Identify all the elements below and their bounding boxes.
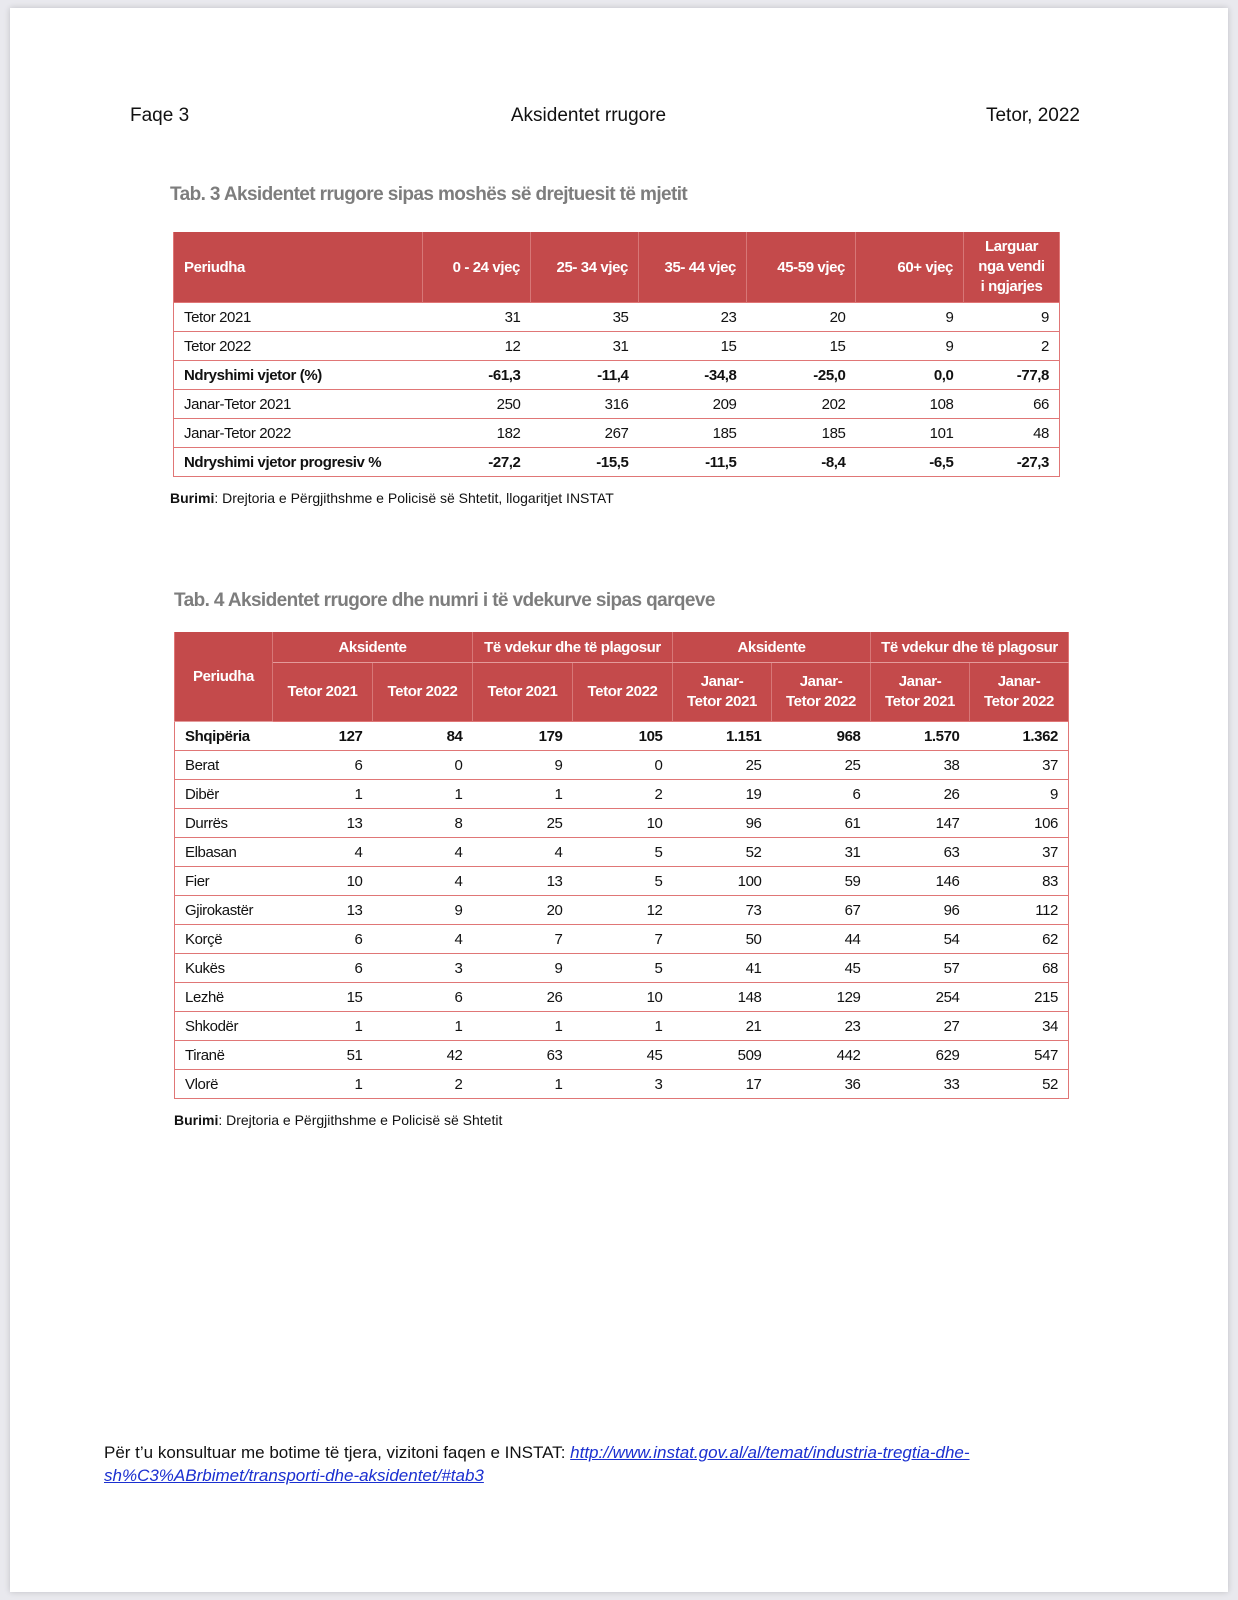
row-label: Janar-Tetor 2021 [174,390,423,419]
table-cell: -6,5 [856,448,964,477]
document-title: Aksidentet rrugore [510,105,667,126]
column-header-line: i ngjarjes [980,278,1043,295]
footer-text: Për t’u konsultuar me botime të tjera, vizitoni faqen e INSTAT [104,1443,561,1462]
source-label: Burimi [170,490,215,506]
table-cell: 12 [423,332,531,361]
table-cell: 3 [573,1070,673,1099]
column-header-line: Janar- [898,673,942,690]
table-cell: 41 [673,954,772,983]
table-cell: 7 [473,925,573,954]
table-cell: 1 [373,1012,473,1041]
table-cell: -34,8 [639,361,747,390]
table-cell: 68 [970,954,1069,983]
table-cell: 15 [273,983,373,1012]
column-header [373,663,473,722]
table-cell: 4 [373,925,473,954]
column-header: 0 - 24 vjeç [423,232,531,303]
table-cell: 25 [473,809,573,838]
row-label: Vlorë [175,1070,273,1099]
table-4-subheader-row [175,663,1069,722]
table-cell: 968 [772,722,871,751]
table-cell: 129 [772,983,871,1012]
table-cell: 6 [772,780,871,809]
table-cell: 2 [373,1070,473,1099]
table-cell: 1 [473,1012,573,1041]
table-cell: 547 [970,1041,1069,1070]
table-4-title: Tab. 4 Aksidentet rrugore dhe numri i të vdekurve sipas qarqeve [174,590,715,611]
table-cell: 147 [871,809,970,838]
column-header-line: Tetor 2022 [786,693,856,710]
table-cell: 6 [273,925,373,954]
table-cell: 52 [970,1070,1069,1099]
table-cell: 9 [964,303,1060,332]
row-label: Elbasan [175,838,273,867]
table-cell: -15,5 [531,448,639,477]
group-header: Të vdekur dhe të plagosur [871,632,1069,663]
table-cell: 9 [473,751,573,780]
table-cell: 96 [871,896,970,925]
table-cell: 25 [772,751,871,780]
table-cell: 146 [871,867,970,896]
table-3 [173,232,1060,477]
table-cell: 13 [273,896,373,925]
table-row [174,448,1060,477]
column-header-line: Janar- [997,673,1041,690]
table-cell: 185 [747,419,856,448]
table-cell: -61,3 [423,361,531,390]
column-header-line: Tetor 2021 [487,683,558,700]
table-cell: 34 [970,1012,1069,1041]
table-cell: 0,0 [856,361,964,390]
table-cell: 25 [673,751,772,780]
table-cell: 442 [772,1041,871,1070]
table-row [174,361,1060,390]
table-cell: 267 [531,419,639,448]
row-label: Tiranë [175,1041,273,1070]
table-cell: 185 [639,419,747,448]
table-cell: 26 [473,983,573,1012]
table-cell: 629 [871,1041,970,1070]
column-header [964,232,1060,303]
table-3-title: Tab. 3 Aksidentet rrugore sipas moshës së drejtuesit të mjetit [170,184,688,205]
table-cell: 0 [373,751,473,780]
table-cell: -8,4 [747,448,856,477]
table-cell: 23 [639,303,747,332]
table-cell: 108 [856,390,964,419]
source-text: : Drejtoria e Përgjithshme e Policisë së Shtetit [218,1112,503,1128]
table-cell: -27,2 [423,448,531,477]
column-header: Periudha [174,232,423,303]
table-cell: 12 [573,896,673,925]
table-cell: 31 [531,332,639,361]
table-cell: 202 [747,390,856,419]
table-cell: 20 [747,303,856,332]
table-cell: 127 [273,722,373,751]
table-row [175,1012,1069,1041]
table-cell: 13 [473,867,573,896]
table-cell: 9 [970,780,1069,809]
row-label: Dibër [175,780,273,809]
table-cell: 63 [871,838,970,867]
table-cell: 6 [273,954,373,983]
table-cell: 50 [673,925,772,954]
table-row [174,332,1060,361]
table-cell: 67 [772,896,871,925]
column-header-line: nga vendi [978,258,1045,275]
table-cell: 1 [273,1012,373,1041]
table-cell: 10 [573,809,673,838]
row-label: Shqipëria [175,722,273,751]
column-header-line: Larguar [984,238,1039,255]
table-cell: 509 [673,1041,772,1070]
group-header: Aksidente [673,632,871,663]
table-row [174,303,1060,332]
row-label: Korçë [175,925,273,954]
table-cell: 5 [573,954,673,983]
table-row [175,780,1069,809]
source-label: Burimi [174,1112,219,1128]
table-cell: -27,3 [964,448,1060,477]
table-row [175,809,1069,838]
table-cell: 10 [273,867,373,896]
column-header: 45-59 vjeç [747,232,856,303]
table-cell: 4 [373,838,473,867]
table-cell: 73 [673,896,772,925]
table-cell: 84 [373,722,473,751]
table-row [175,722,1069,751]
table-row [175,983,1069,1012]
table-cell: 4 [273,838,373,867]
table-cell: 3 [373,954,473,983]
table-row [174,390,1060,419]
table-cell: 6 [373,983,473,1012]
group-header: Aksidente [273,632,473,663]
column-header [772,663,871,722]
table-row [175,751,1069,780]
table-cell: 59 [772,867,871,896]
column-header: Periudha [175,632,273,722]
table-cell: 2 [964,332,1060,361]
table-cell: 61 [772,809,871,838]
row-label: Gjirokastër [175,896,273,925]
table-cell: 17 [673,1070,772,1099]
page-number: Faqe 3 [130,105,190,126]
row-label: Ndryshimi vjetor (%) [174,361,423,390]
table-cell: 83 [970,867,1069,896]
table-cell: 31 [772,838,871,867]
row-label: Kukës [175,954,273,983]
table-row [175,954,1069,983]
footer-colon: : [560,1443,571,1462]
table-cell: 9 [473,954,573,983]
table-cell: 1.570 [871,722,970,751]
table-cell: 9 [856,303,964,332]
table-cell: 5 [573,838,673,867]
table-cell: 63 [473,1041,573,1070]
table-cell: 44 [772,925,871,954]
row-label: Tetor 2021 [174,303,423,332]
table-cell: 37 [970,751,1069,780]
table-row [175,867,1069,896]
table-cell: 215 [970,983,1069,1012]
table-cell: 52 [673,838,772,867]
table-cell: 209 [639,390,747,419]
table-row [175,925,1069,954]
table-cell: 36 [772,1070,871,1099]
document-page [10,8,1228,1592]
table-cell: 13 [273,809,373,838]
column-header [473,663,573,722]
table-cell: 21 [673,1012,772,1041]
table-cell: 48 [964,419,1060,448]
table-cell: 5 [573,867,673,896]
table-cell: 27 [871,1012,970,1041]
table-cell: -25,0 [747,361,856,390]
table-cell: 20 [473,896,573,925]
table-cell: 9 [373,896,473,925]
table-cell: 45 [772,954,871,983]
table-row [175,838,1069,867]
source-text: : Drejtoria e Përgjithshme e Policisë së Shtetit, llogaritjet INSTAT [214,490,614,506]
table-3-header-row [174,232,1060,303]
column-header [970,663,1069,722]
table-cell: 7 [573,925,673,954]
row-label: Durrës [175,809,273,838]
table-cell: 100 [673,867,772,896]
table-row [174,419,1060,448]
instat-link[interactable]: http://www.instat.gov.al/al/temat/industria-tregtia-dhe-sh%C3%ABrbimet/transporti-dhe-aksidentet/#tab3 [104,1443,970,1485]
table-cell: 106 [970,809,1069,838]
table-cell: 254 [871,983,970,1012]
table-cell: 1.362 [970,722,1069,751]
table-cell: 112 [970,896,1069,925]
table-cell: -77,8 [964,361,1060,390]
footer-note [104,1441,1104,1487]
column-header: 25- 34 vjeç [531,232,639,303]
table-cell: 66 [964,390,1060,419]
table-cell: 148 [673,983,772,1012]
group-header: Të vdekur dhe të plagosur [473,632,673,663]
table-cell: 42 [373,1041,473,1070]
table-cell: 45 [573,1041,673,1070]
table-cell: 19 [673,780,772,809]
table-cell: 23 [772,1012,871,1041]
table-cell: 51 [273,1041,373,1070]
column-header-line: Tetor 2021 [287,683,358,700]
document-date: Tetor, 2022 [985,105,1080,126]
table-cell: 38 [871,751,970,780]
table-cell: 15 [747,332,856,361]
table-cell: 1 [273,780,373,809]
table-cell: 250 [423,390,531,419]
column-header [871,663,970,722]
table-cell: 316 [531,390,639,419]
row-label: Ndryshimi vjetor progresiv % [174,448,423,477]
table-cell: 10 [573,983,673,1012]
column-header-line: Tetor 2021 [687,693,757,710]
table-cell: 57 [871,954,970,983]
column-header [673,663,772,722]
column-header-line: Tetor 2022 [587,683,658,700]
table-cell: 101 [856,419,964,448]
column-header [273,663,373,722]
column-header: 35- 44 vjeç [639,232,747,303]
row-label: Tetor 2022 [174,332,423,361]
table-cell: 105 [573,722,673,751]
table-cell: 15 [639,332,747,361]
table-cell: 9 [856,332,964,361]
table-cell: -11,5 [639,448,747,477]
table-cell: 182 [423,419,531,448]
table-cell: 0 [573,751,673,780]
column-header-line: Janar- [700,673,744,690]
table-row [175,1070,1069,1099]
row-label: Janar-Tetor 2022 [174,419,423,448]
table-cell: 54 [871,925,970,954]
table-cell: 8 [373,809,473,838]
row-label: Fier [175,867,273,896]
table-cell: 26 [871,780,970,809]
table-cell: 1 [273,1070,373,1099]
table-cell: -11,4 [531,361,639,390]
table-4-source [174,1112,502,1128]
table-4-group-row [175,632,1069,663]
row-label: Berat [175,751,273,780]
table-cell: 1 [473,1070,573,1099]
table-3-source [170,490,614,506]
table-cell: 6 [273,751,373,780]
table-cell: 62 [970,925,1069,954]
row-label: Lezhë [175,983,273,1012]
column-header-line: Janar- [799,673,843,690]
table-cell: 96 [673,809,772,838]
table-cell: 35 [531,303,639,332]
column-header-line: Tetor 2021 [885,693,955,710]
column-header: 60+ vjeç [856,232,964,303]
row-label: Shkodër [175,1012,273,1041]
table-cell: 1 [373,780,473,809]
table-cell: 37 [970,838,1069,867]
table-cell: 2 [573,780,673,809]
table-cell: 4 [473,838,573,867]
column-header-line: Tetor 2022 [387,683,458,700]
table-4 [174,632,1069,1099]
table-row [175,896,1069,925]
table-cell: 179 [473,722,573,751]
table-cell: 1 [473,780,573,809]
table-cell: 1.151 [673,722,772,751]
table-cell: 4 [373,867,473,896]
column-header-line: Tetor 2022 [984,693,1054,710]
table-cell: 1 [573,1012,673,1041]
column-header [573,663,673,722]
table-cell: 33 [871,1070,970,1099]
table-cell: 31 [423,303,531,332]
table-row [175,1041,1069,1070]
